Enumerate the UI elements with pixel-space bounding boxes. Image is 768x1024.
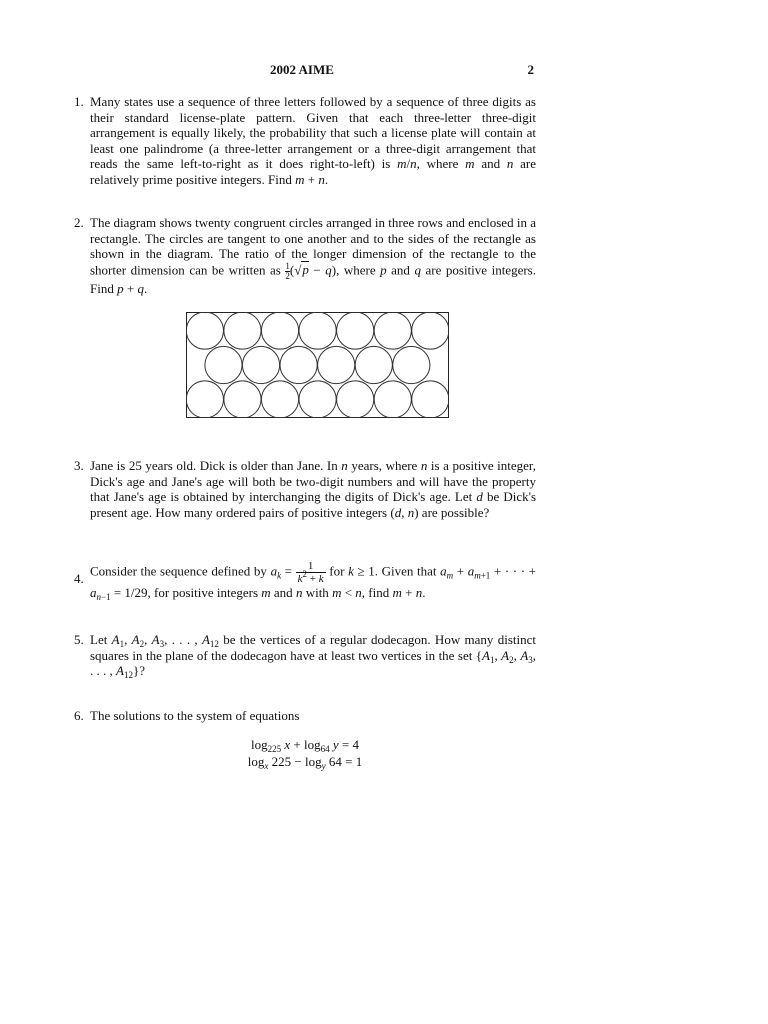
text-segment: be the vertices of a regular dodecagon. How many distinct squares in the plane of the dodecagon have at least two vertices in the set <box>90 632 536 663</box>
circle <box>224 381 261 418</box>
text-segment: for positive integers <box>154 585 259 600</box>
fraction-one-half: $\frac{1}{2}$ <box>285 260 290 281</box>
problem-text: The diagram shows twenty congruent circles arranged in three rows and enclosed in a rectangle. The circles are tangent to one another and to the sides of the rectangle as shown in the diagram. The ratio of the longer dimension of the rectangle to the shorter dimension can be written as $\frac{1}{2}$ (√p − q), where p and q are positive integers. Find p + q. <box>90 215 536 296</box>
circle-group <box>186 312 449 418</box>
circle <box>412 381 449 418</box>
problem-number: 2. <box>74 215 84 230</box>
text-segment: Consider the sequence defined by <box>90 563 267 579</box>
problem-number: 5. <box>74 632 84 647</box>
text-segment: be Dick's present age. How many ordered pairs of positive integers <box>90 489 537 520</box>
equation-2: $\log_x 225 - \log_y 64 = 1$ <box>247 754 363 771</box>
equation-system <box>74 736 536 770</box>
page-title: 2002 AIME <box>270 62 334 77</box>
circles-in-rectangle-diagram <box>186 312 449 418</box>
problem-text: Let $A_1$, $A_2$, $A_3$, . . . , $A_{12}$ be the vertices of a regular dodecagon. How many distinct squares in the plane of the dodecagon have at least two vertices in the set {$A_1$, $A_2$, $A_3$, . . . , $A_{12}$}? <box>90 632 537 681</box>
circle <box>261 381 298 418</box>
circle <box>337 312 374 349</box>
problem-text: Jane is 25 years old. Dick is older than Jane. In n years, where n is a positive integer, Dick's age and Jane's age will both be two-digit numbers and will have the property that Jane's age is obtained by interchanging the digits of Dick's age. Let d be Dick's present age. How many ordered pairs of positive integers (d, n) are possible? <box>90 458 537 520</box>
text-segment: for <box>329 563 345 579</box>
text-segment: is a positive integer, Dick's age and Jane's age will both be two-digit numbers and will have the property that Jane's age is obtained by interchanging the digits of Dick's age. Let <box>90 458 536 505</box>
problem-1 <box>74 94 536 188</box>
text-segment: are possible? <box>421 504 490 520</box>
text-segment: years, where <box>351 458 418 473</box>
problem-text: The solutions to the system of equations <box>90 708 300 723</box>
problem-number: 3. <box>74 458 84 473</box>
circle <box>374 381 411 418</box>
problem-2 <box>74 215 536 296</box>
circle <box>261 312 298 349</box>
page-number: 2 <box>527 62 534 77</box>
circle <box>205 346 242 383</box>
circle <box>412 312 449 349</box>
text-segment: Given that <box>381 563 437 579</box>
circle <box>186 312 223 349</box>
problem-2-body: The diagram shows twenty congruent circles arranged in three rows and enclosed in a rectangle. The circles are tangent to one another and to the sides of the rectangle as shown in the diagram. The ratio of the longer dimension of the rectangle to the shorter dimension can be written as <box>90 215 536 278</box>
text-segment: find <box>368 585 390 600</box>
circle <box>242 346 279 383</box>
text-segment: with <box>305 585 329 600</box>
problem-5 <box>74 632 536 679</box>
text-segment: Jane is 25 years old. Dick is older than Jane. In <box>90 458 338 473</box>
equation-1: $\log_{225} x + \log_{64} y = 4$ <box>251 737 359 754</box>
problem-4 <box>74 560 536 601</box>
circle <box>337 381 374 418</box>
problem-number: 6. <box>74 708 84 723</box>
problem-1-body: Many states use a sequence of three letters followed by a sequence of three digits as their standard license-plate pattern. Given that each three-letter three-digit arrangement is equally likely, the probability that such a license plate will contain at least one palindrome (a three-letter arrangement or a three-digit arrangement that reads the same left-to-right as it does right-to-left) is <box>90 94 536 172</box>
problem-3 <box>74 458 536 520</box>
circle <box>186 381 223 418</box>
circle <box>280 346 317 383</box>
page-header <box>270 62 534 80</box>
fraction-sequence-term: $\frac{1}{k^2 + k}$ <box>297 560 324 585</box>
problem-6 <box>74 708 536 724</box>
text-segment: Let <box>90 632 108 647</box>
circle <box>224 312 261 349</box>
circle <box>393 346 430 383</box>
circle <box>355 346 392 383</box>
circle <box>318 346 355 383</box>
problem-text: Consider the sequence defined by $a_k$ = $\frac{1}{k^2 + k}$ for k ≥ 1. Given that $a_m + a_{m+1}$ + · · · + $a_{n-1} = 1/29$, for positive integers m and n with m < n, find m + n. <box>90 560 537 602</box>
circle <box>299 381 336 418</box>
circle <box>299 312 336 349</box>
problem-number: 1. <box>74 94 84 109</box>
circle <box>374 312 411 349</box>
problem-text: Many states use a sequence of three letters followed by a sequence of three digits as their standard license-plate pattern. Given that each three-letter three-digit arrangement is equally likely, the probability that such a license plate will contain at least one palindrome (a three-letter arrangement or a three-digit arrangement that reads the same left-to-right as it does right-to-left) is m/n, where m and n are relatively prime positive integers. Find m + n. <box>90 94 536 187</box>
problem-number: 4. <box>74 571 84 586</box>
